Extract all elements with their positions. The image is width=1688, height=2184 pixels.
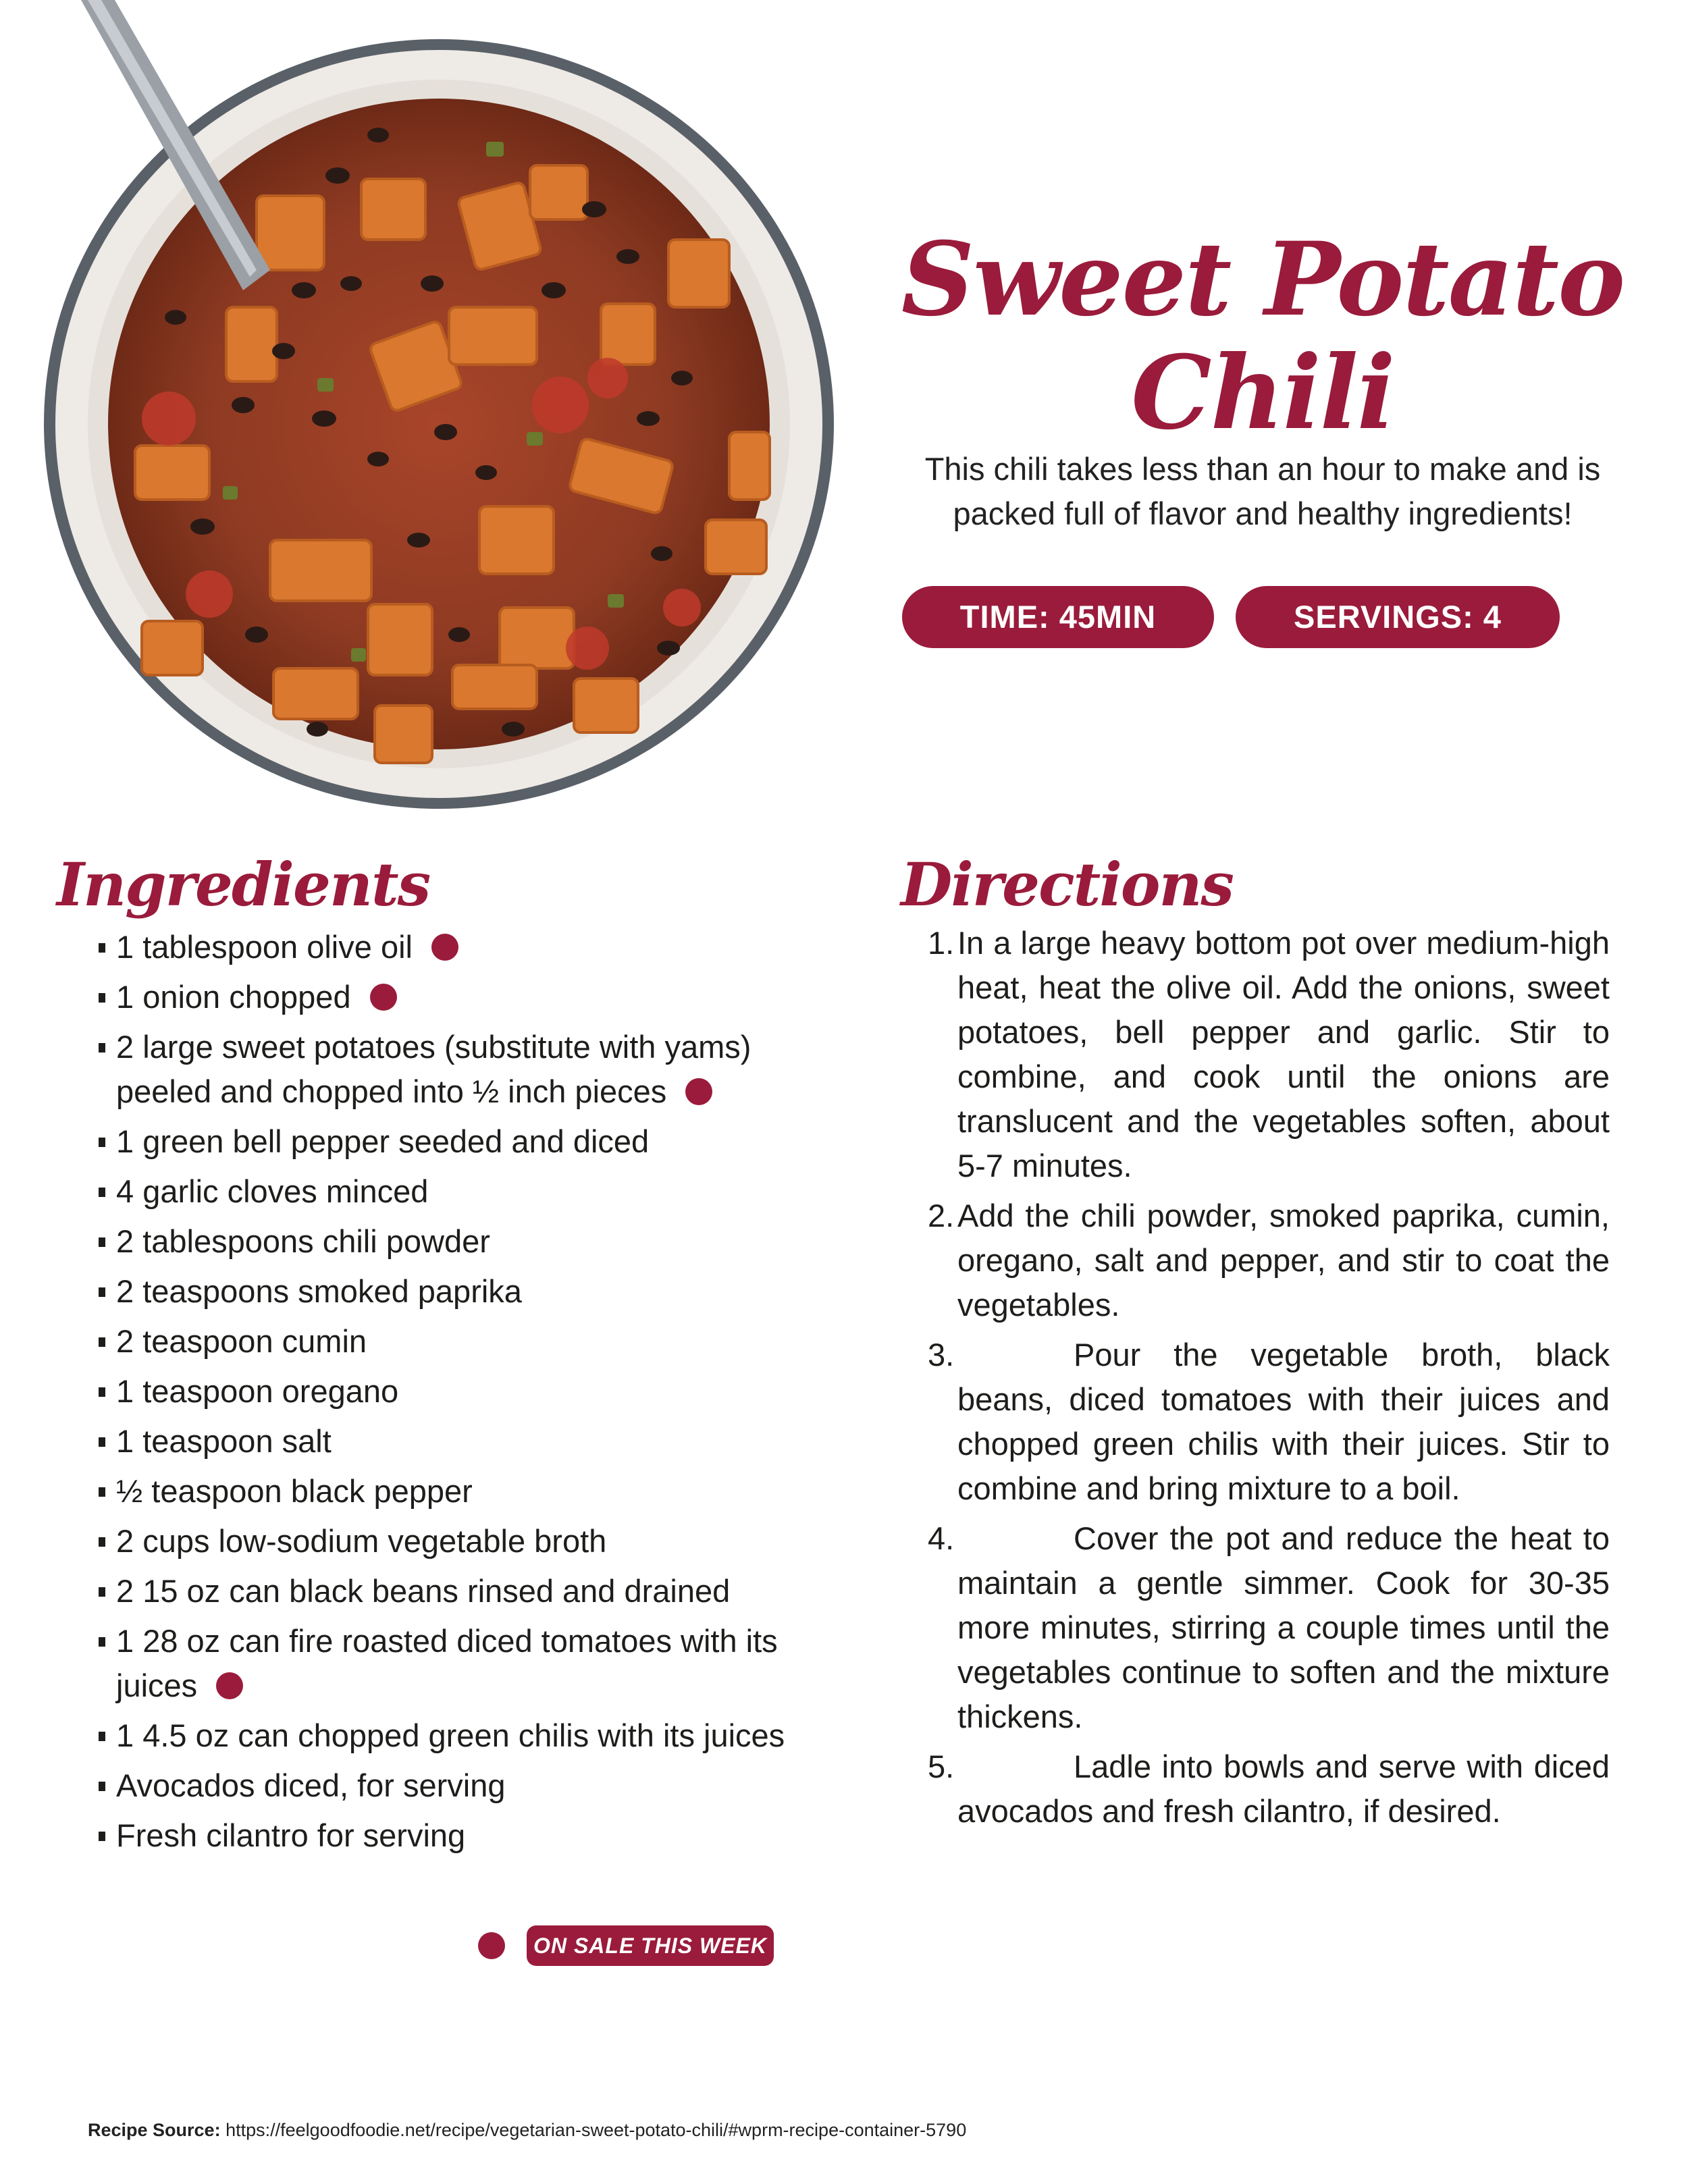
step-text: In a large heavy bottom pot over medium-high heat, heat the olive oil. Add the onions, sweet potatoes, bell pepper and garlic. Stir to combine, and cook until the onions are translucent and the vegetables soften, about 5-7 minutes. (957, 925, 1610, 1183)
sale-marker-icon (478, 1932, 505, 1959)
directions-list (928, 921, 1610, 1839)
ingredient-text: 1 tablespoon olive oil (116, 929, 413, 965)
recipe-source-label: Recipe Source: (88, 2120, 221, 2140)
step-number: 4. (928, 1520, 955, 1556)
on-sale-dot-icon (216, 1672, 243, 1699)
recipe-source (88, 2116, 966, 2143)
ingredient-text: 1 green bell pepper seeded and diced (116, 1123, 650, 1159)
direction-step (928, 1516, 1610, 1739)
step-text: Pour the vegetable broth, black beans, diced tomatoes with their juices and chopped green chilis with their juices. Stir to combine and bring mixture to a boil. (957, 1337, 1610, 1506)
ingredient-text: 2 large sweet potatoes (substitute with yams) peeled and chopped into ½ inch pieces (116, 1029, 751, 1109)
ingredient-text: ½ teaspoon black pepper (116, 1473, 473, 1509)
ingredient-item (95, 1319, 817, 1364)
bullet-icon (99, 1732, 105, 1741)
ingredient-item (95, 1469, 817, 1514)
on-sale-legend: ON SALE THIS WEEK (527, 1925, 774, 1966)
ingredient-text: 2 tablespoons chili powder (116, 1223, 490, 1259)
directions-heading: Directions (901, 849, 1233, 920)
ingredient-item (95, 1219, 817, 1264)
ingredient-item (95, 1763, 817, 1808)
bullet-icon (99, 1287, 105, 1297)
bullet-icon (99, 1387, 105, 1397)
ingredients-heading: Ingredients (57, 849, 430, 920)
ingredient-item (95, 1169, 817, 1214)
on-sale-dot-icon (370, 984, 397, 1011)
recipe-title-line-1: Sweet Potato (901, 220, 1625, 339)
step-text: Ladle into bowls and serve with diced avocados and fresh cilantro, if desired. (957, 1749, 1610, 1829)
bullet-icon (99, 1138, 105, 1147)
ingredient-item (95, 1569, 817, 1614)
ingredient-text: 2 15 oz can black beans rinsed and drained (116, 1573, 731, 1609)
bullet-icon (99, 1537, 105, 1547)
ingredient-item (95, 1119, 817, 1164)
direction-step (928, 921, 1610, 1188)
bullet-icon (99, 993, 105, 1003)
ingredient-text: Fresh cilantro for serving (116, 1817, 466, 1853)
ingredient-text: 1 teaspoon salt (116, 1423, 332, 1459)
step-number: 3. (928, 1337, 955, 1373)
ingredient-item (95, 925, 817, 969)
ingredient-item (95, 1269, 817, 1314)
ingredient-item (95, 1025, 817, 1114)
time-badge: TIME: 45MIN (902, 586, 1214, 648)
ingredient-text: 4 garlic cloves minced (116, 1173, 429, 1209)
ingredient-item (95, 1713, 817, 1758)
ingredient-text: 2 cups low-sodium vegetable broth (116, 1523, 607, 1559)
ingredient-item (95, 975, 817, 1019)
step-text: Add the chili powder, smoked paprika, cumin, oregano, salt and pepper, and stir to coat the vegetables. (957, 1198, 1610, 1323)
bullet-icon (99, 1237, 105, 1247)
ingredient-text: 1 28 oz can fire roasted diced tomatoes with its juices (116, 1623, 778, 1703)
ingredient-text: 2 teaspoons smoked paprika (116, 1273, 522, 1309)
bullet-icon (99, 1043, 105, 1053)
ingredient-item (95, 1369, 817, 1414)
recipe-source-url[interactable]: https://feelgoodfoodie.net/recipe/vegetarian-sweet-potato-chili/#wprm-recipe-container-5790 (226, 2120, 967, 2140)
ingredient-text: 1 4.5 oz can chopped green chilis with its juices (116, 1717, 785, 1753)
direction-step (928, 1744, 1610, 1834)
ingredients-list (95, 925, 817, 1863)
ingredient-item (95, 1813, 817, 1858)
recipe-title (898, 220, 1627, 452)
bullet-icon (99, 1487, 105, 1497)
bullet-icon (99, 1832, 105, 1841)
ingredient-text: 1 onion chopped (116, 979, 351, 1015)
step-number: 5. (928, 1749, 955, 1784)
bullet-icon (99, 1437, 105, 1447)
on-sale-dot-icon (431, 934, 458, 961)
chili-bowl-image (0, 0, 837, 824)
ingredient-text: 1 teaspoon oregano (116, 1373, 399, 1409)
bullet-icon (99, 1782, 105, 1791)
bullet-icon (99, 1337, 105, 1347)
ingredient-item (95, 1419, 817, 1464)
ingredient-item (95, 1519, 817, 1564)
bullet-icon (99, 1188, 105, 1197)
bullet-icon (99, 943, 105, 953)
ingredient-text: 2 teaspoon cumin (116, 1323, 367, 1359)
direction-step (928, 1194, 1610, 1327)
ingredient-item (95, 1619, 817, 1708)
bullet-icon (99, 1587, 105, 1597)
step-text: Cover the pot and reduce the heat to maintain a gentle simmer. Cook for 30-35 more minutes, stirring a couple times until the vegetables continue to soften and the mixture thickens. (957, 1520, 1610, 1734)
recipe-description: This chili takes less than an hour to make and is packed full of flavor and healthy ingredients! (924, 451, 1601, 531)
bullet-icon (99, 1637, 105, 1647)
on-sale-dot-icon (685, 1078, 712, 1105)
ingredient-text: Avocados diced, for serving (116, 1767, 506, 1803)
step-number: 1. (928, 925, 955, 961)
step-number: 2. (928, 1198, 955, 1233)
servings-badge: SERVINGS: 4 (1236, 586, 1560, 648)
direction-step (928, 1333, 1610, 1511)
recipe-title-line-2: Chili (1131, 334, 1394, 452)
